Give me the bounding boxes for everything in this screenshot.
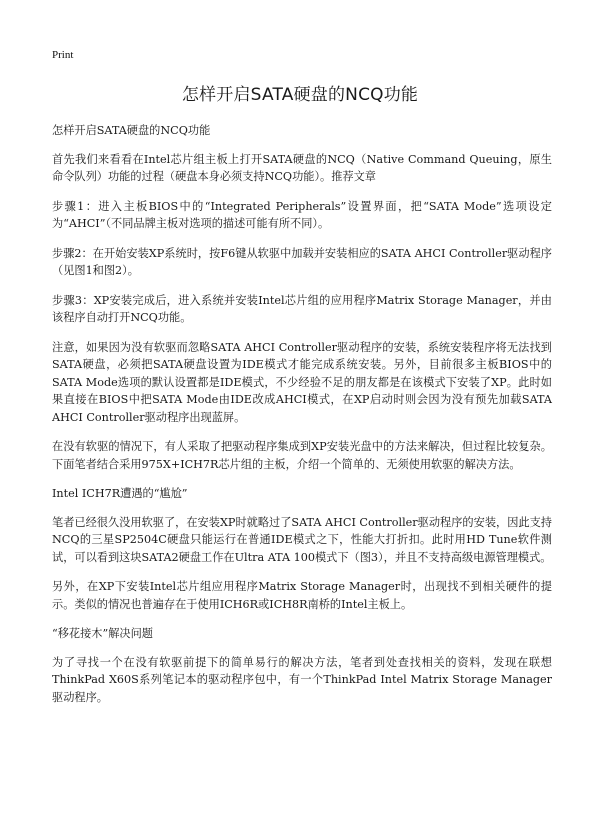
paragraph-solution: 为了寻找一个在没有软驱前提下的简单易行的解决方法，笔者到处查找相关的资料，发现在联想ThinkPad X60S系列笔记本的驱动程序包中，有一个ThinkPad Intel Matrix Storage Manager驱动程序。: [52, 655, 552, 704]
article-subtitle: 怎样开启SATA硬盘的NCQ功能: [52, 124, 211, 137]
paragraph-step-3: 步骤3：XP安装完成后，进入系统并安装Intel芯片组的应用程序Matrix Storage Manager，并由该程序自动打开NCQ功能。: [52, 293, 552, 324]
section-heading-solution: “移花接木”解决问题: [52, 627, 153, 640]
print-link[interactable]: Print: [52, 49, 74, 61]
paragraph-step-2: 步骤2：在开始安装XP系统时，按F6键从软驱中加载并安装相应的SATA AHCI Controller驱动程序（见图1和图2）。: [52, 246, 552, 277]
paragraph-note: 注意，如果因为没有软驱而忽略SATA AHCI Controller驱动程序的安装，系统安装程序将无法找到SATA硬盘，必须把SATA硬盘设置为IDE模式才能完成系统安装。另外，目前很多主板BIOS中的SATA Mode选项的默认设置都是IDE模式，不少经验不足的朋友都是在该模式下安装了XP。此时如果直接在BIOS中把SATA Mode由IDE改成AHCI模式，在XP启动时则会因为没有预先加载SATA AHCI Controller驱动程序出现蓝屏。: [52, 340, 552, 424]
paragraph-matrix-storage: 另外，在XP下安装Intel芯片组应用程序Matrix Storage Manager时，出现找不到相关硬件的提示。类似的情况也普遍存在于使用ICH6R或ICH8R南桥的Intel主板上。: [52, 580, 552, 611]
paragraph-experience: 笔者已经很久没用软驱了，在安装XP时就略过了SATA AHCI Controller驱动程序的安装，因此支持NCQ的三星SP2504C硬盘只能运行在普通IDE模式之下，性能大打折扣。此时用HD Tune软件测试，可以看到这块SATA2硬盘工作在Ultra ATA 100模式下（图3），并且不支持高级电源管理模式。: [52, 515, 552, 564]
paragraph-step-1: 步骤1：进入主板BIOS中的“Integrated Peripherals”设置界面，把“SATA Mode”选项设定为“AHCI”（不同品牌主板对选项的描述可能有所不同）。: [52, 199, 552, 230]
page-title: 怎样开启SATA硬盘的NCQ功能: [181, 85, 419, 105]
section-heading-ich7r: Intel ICH7R遭遇的“尴尬”: [52, 487, 188, 500]
article-body: [52, 122, 552, 718]
paragraph-no-floppy: 在没有软驱的情况下，有人采取了把驱动程序集成到XP安装光盘中的方法来解决，但过程比较复杂。下面笔者结合采用975X+ICH7R芯片组的主板，介绍一个简单的、无须使用软驱的解决方法。: [52, 440, 552, 471]
paragraph-intro: 首先我们来看看在Intel芯片组主板上打开SATA硬盘的NCQ（Native Command Queuing，原生命令队列）功能的过程（硬盘本身必须支持NCQ功能）。推荐文章: [52, 152, 552, 183]
